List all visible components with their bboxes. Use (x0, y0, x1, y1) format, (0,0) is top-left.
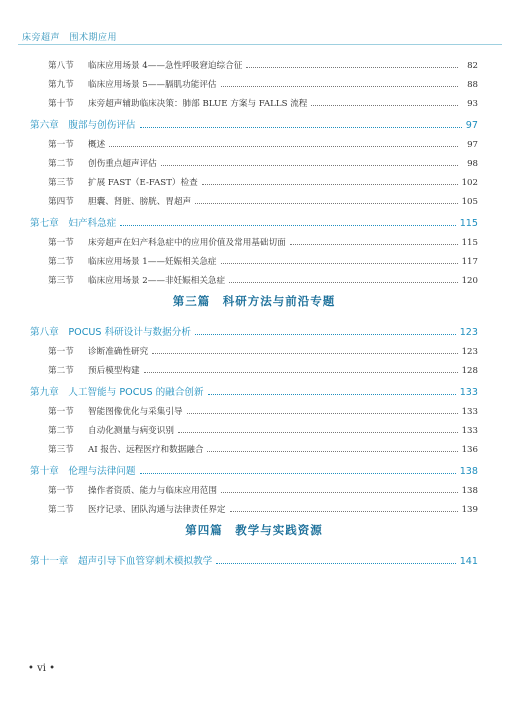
section-entry[interactable] (48, 357, 478, 376)
section-number: 第一节 (48, 347, 74, 357)
section-title: 临床应用场景 4——急性呼吸窘迫综合征 (88, 61, 243, 71)
chapter-entry[interactable] (30, 545, 478, 567)
section-title: 胆囊、肾脏、膀胱、胃超声 (88, 197, 192, 207)
section-title: 诊断准确性研究 (88, 347, 149, 357)
chapter-title: 第六章 腹部与创伤评估 (30, 120, 136, 131)
page-ref: 98 (467, 159, 478, 169)
table-of-contents (30, 52, 478, 567)
chapter-title: 第九章 人工智能与 POCUS 的融合创新 (30, 387, 204, 398)
dot-leader (140, 127, 462, 128)
section-number: 第三节 (48, 276, 74, 286)
section-title: 创伤重点超声评估 (88, 159, 157, 169)
section-entry[interactable] (48, 477, 478, 496)
section-entry[interactable] (48, 52, 478, 71)
dot-leader (109, 146, 458, 147)
dot-leader (144, 372, 458, 373)
page-ref: 138 (461, 486, 478, 496)
dot-leader (208, 394, 456, 395)
dot-leader (246, 67, 458, 68)
running-header (0, 0, 520, 46)
chapter-title: 第十章 伦理与法律问题 (30, 466, 136, 477)
dot-leader (221, 263, 458, 264)
page-ref: 82 (467, 61, 478, 71)
dot-leader (202, 184, 458, 185)
section-number: 第三节 (48, 445, 74, 455)
section-number: 第二节 (48, 257, 74, 267)
section-number: 第二节 (48, 159, 74, 169)
section-title: 床旁超声在妇产科急症中的应用价值及常用基础切面 (88, 238, 286, 248)
section-title: 医疗记录、团队沟通与法律责任界定 (88, 505, 226, 515)
section-entry[interactable] (48, 417, 478, 436)
part-heading: 第四篇 教学与实践资源 (185, 523, 323, 537)
dot-leader (229, 282, 457, 283)
dot-leader (230, 511, 458, 512)
section-number: 第二节 (48, 426, 74, 436)
page-ref: 120 (461, 276, 478, 286)
chapter-entry[interactable] (30, 376, 478, 398)
dot-leader (161, 165, 458, 166)
dot-leader (187, 413, 458, 414)
page-ref: 139 (461, 505, 478, 515)
page-ref: 88 (467, 80, 478, 90)
section-number: 第四节 (48, 197, 74, 207)
page-ref: 105 (461, 197, 478, 207)
section-title: 临床应用场景 2——非妊娠相关急症 (88, 276, 226, 286)
dot-leader (311, 105, 458, 106)
page-ref: 115 (461, 238, 478, 248)
dot-leader (290, 244, 458, 245)
dot-leader (195, 203, 457, 204)
page-ref: 117 (461, 257, 478, 267)
page-ref: 128 (461, 366, 478, 376)
page-number: • vi • (28, 663, 56, 674)
chapter-entry[interactable] (30, 207, 478, 229)
section-number: 第九节 (48, 80, 74, 90)
header-divider (18, 44, 502, 45)
page-ref: 115 (459, 218, 478, 229)
section-title: 预后模型构建 (88, 366, 140, 376)
chapter-entry[interactable] (30, 109, 478, 131)
section-entry[interactable] (48, 338, 478, 357)
dot-leader (221, 86, 458, 87)
section-entry[interactable] (48, 150, 478, 169)
section-number: 第二节 (48, 505, 74, 515)
section-entry[interactable] (48, 436, 478, 455)
chapter-entry[interactable] (30, 316, 478, 338)
section-title: 临床应用场景 1——妊娠相关急症 (88, 257, 217, 267)
section-number: 第一节 (48, 486, 74, 496)
page-ref: 136 (461, 445, 478, 455)
page-ref: 133 (461, 426, 478, 436)
section-entry[interactable] (48, 229, 478, 248)
section-entry[interactable] (48, 398, 478, 417)
section-title: 床旁超声辅助临床决策：肺部 BLUE 方案与 FALLS 流程 (88, 99, 308, 109)
dot-leader (216, 563, 455, 564)
section-entry[interactable] (48, 131, 478, 150)
page-ref: 138 (459, 466, 478, 477)
section-title: 自动化测量与病变识别 (88, 426, 174, 436)
page-ref: 133 (461, 407, 478, 417)
section-number: 第三节 (48, 178, 74, 188)
dot-leader (140, 473, 456, 474)
section-title: 操作者资质、能力与临床应用范围 (88, 486, 217, 496)
dot-leader (120, 225, 455, 226)
section-title: 概述 (88, 140, 106, 150)
chapter-entry[interactable] (30, 455, 478, 477)
section-entry[interactable] (48, 90, 478, 109)
section-number: 第一节 (48, 140, 74, 150)
dot-leader (195, 334, 456, 335)
dot-leader (207, 451, 457, 452)
section-number: 第一节 (48, 238, 74, 248)
page-ref: 123 (461, 347, 478, 357)
section-title: 智能图像优化与采集引导 (88, 407, 183, 417)
part-heading: 第三篇 科研方法与前沿专题 (172, 294, 336, 308)
running-header-title: 床旁超声 围术期应用 (22, 33, 118, 43)
section-number: 第八节 (48, 61, 74, 71)
section-number: 第一节 (48, 407, 74, 417)
dot-leader (152, 353, 457, 354)
chapter-title: 第十一章 超声引导下血管穿刺术模拟教学 (30, 556, 213, 567)
section-entry[interactable] (48, 188, 478, 207)
section-number: 第十节 (48, 99, 74, 109)
section-title: AI 报告、远程医疗和数据融合 (88, 445, 204, 455)
section-number: 第二节 (48, 366, 74, 376)
section-entry[interactable] (48, 267, 478, 286)
dot-leader (221, 492, 458, 493)
section-title: 扩展 FAST（E-FAST）检查 (88, 178, 198, 188)
section-title: 临床应用场景 5——膈肌功能评估 (88, 80, 217, 90)
page-ref: 102 (461, 178, 478, 188)
page-ref: 141 (459, 556, 478, 567)
page-ref: 123 (459, 327, 478, 338)
chapter-title: 第八章 POCUS 科研设计与数据分析 (30, 327, 191, 338)
section-entry[interactable] (48, 71, 478, 90)
section-entry[interactable] (48, 169, 478, 188)
section-entry[interactable] (48, 496, 478, 515)
page-ref: 133 (459, 387, 478, 398)
page-ref: 97 (467, 140, 478, 150)
section-entry[interactable] (48, 248, 478, 267)
page-ref: 97 (465, 120, 478, 131)
chapter-title: 第七章 妇产科急症 (30, 218, 117, 229)
dot-leader (178, 432, 458, 433)
page-ref: 93 (467, 99, 478, 109)
